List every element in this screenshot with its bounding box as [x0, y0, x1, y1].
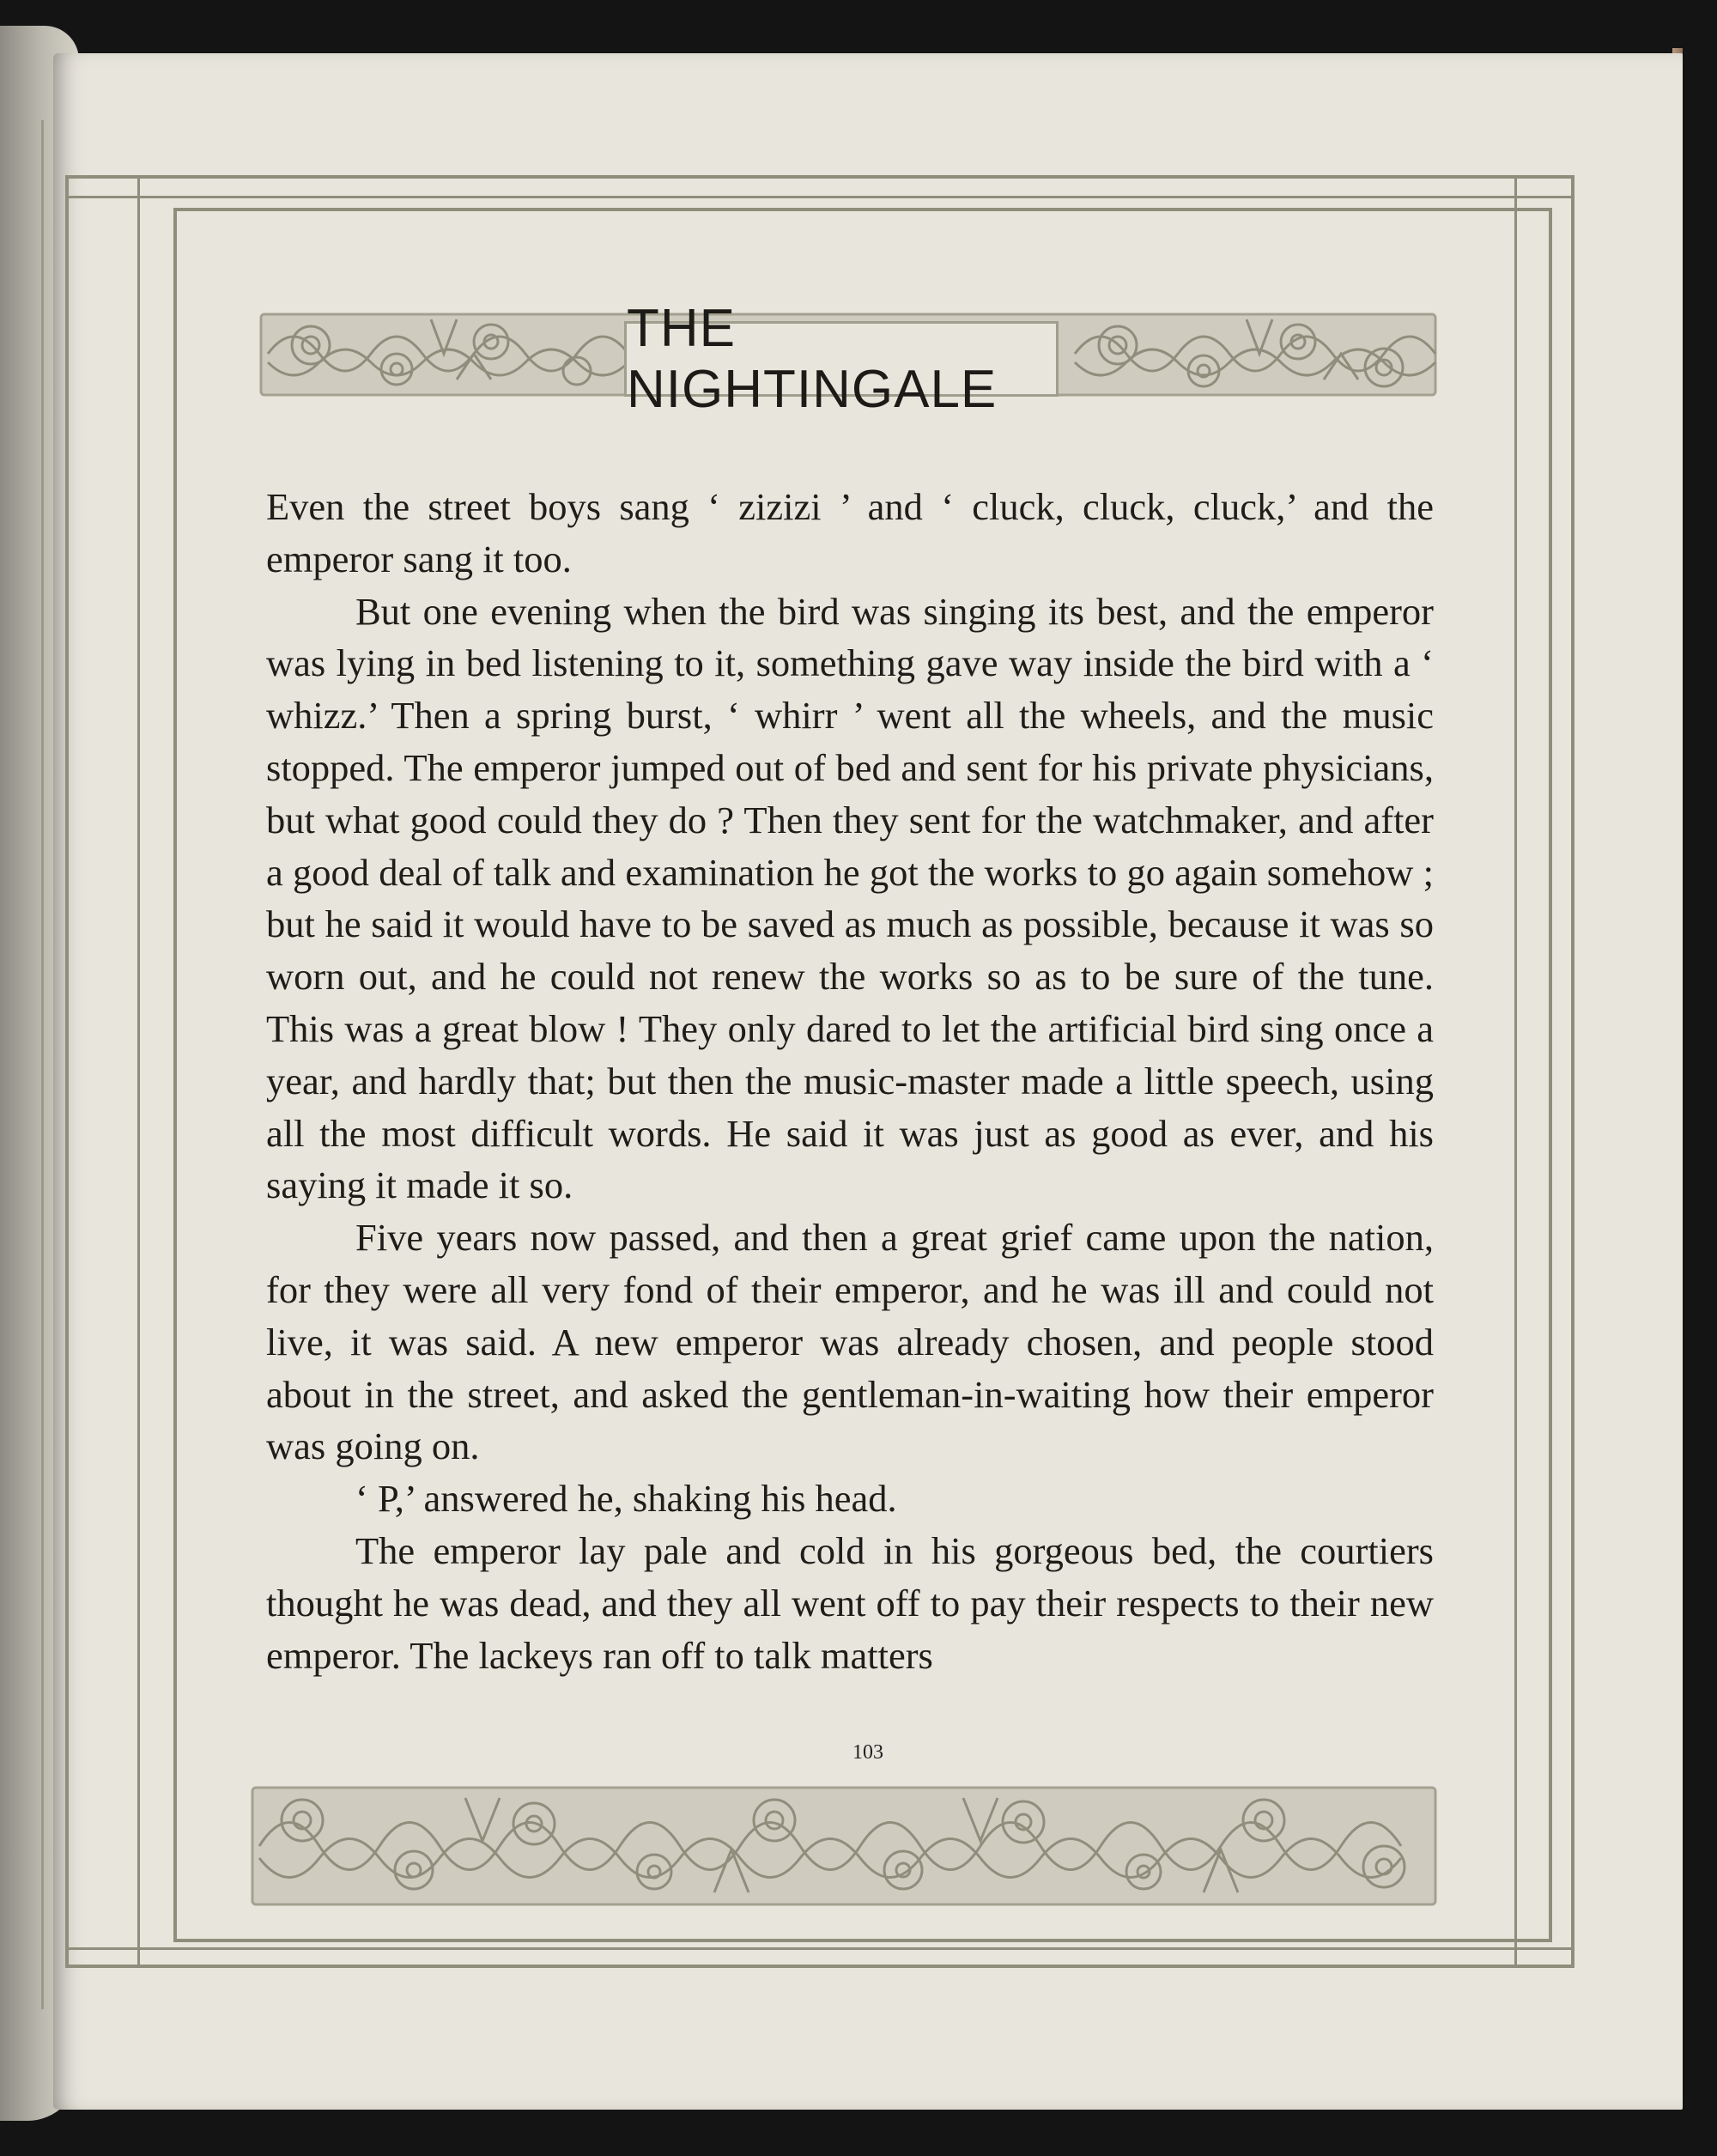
border-rule-left — [137, 175, 140, 1965]
story-text — [266, 481, 1434, 1681]
paragraph: ‘ P,’ answered he, shaking his head. — [355, 1477, 897, 1521]
floral-footer-ornament-icon — [251, 1781, 1437, 1911]
page-title: THE NIGHTINGALE — [627, 299, 998, 419]
page-number: 103 — [852, 1741, 883, 1764]
paragraph: But one evening when the bird was singing its best, and the emperor was lying in bed listening to it, something gave way inside the bird with a ‘ whizz.’ Then a spring burst, ‘ whirr ’ went all the wheels, and the music stopped. The emperor jumped out of bed and sent for his private physicians, but what good could they do ? Then they sent for the watchmaker, and after a good deal of talk and examination he got the works to go again somehow ; but he said it would have to be saved as much as possible, because it was so worn out, and he could not renew the works so as to be sure of the tune. This was a great blow ! They only dared to let the artificial bird sing once a year, and hardly that; but then the music-master made a little speech, using all the most difficult words. He said it was just as good as ever, and his saying it made it so. — [266, 589, 1434, 1207]
footer-ornament — [251, 1781, 1437, 1911]
border-rule-top — [65, 196, 1571, 198]
header-ornament — [259, 299, 1437, 419]
border-rule-bottom — [65, 1947, 1571, 1950]
paragraph: Five years now passed, and then a great grief came upon the nation, for they were all very fond of their emperor, and he was ill and could not live, it was said. A new emperor was already chosen, and people stood about in the street, and asked the gentleman-in-waiting how their emperor was going on. — [266, 1216, 1434, 1468]
paragraph: The emperor lay pale and cold in his gorgeous bed, the courtiers thought he was dead, and they all went off to pay their respects to their new emperor. The lackeys ran off to talk matters — [266, 1528, 1434, 1677]
border-rule-right — [1514, 175, 1517, 1965]
title-plate — [624, 299, 1059, 419]
book-page — [53, 53, 1683, 2110]
paragraph: Even the street boys sang ‘ zizizi ’ and ‘ cluck, cluck, cluck,’ and the emperor sang it too. — [266, 485, 1434, 580]
